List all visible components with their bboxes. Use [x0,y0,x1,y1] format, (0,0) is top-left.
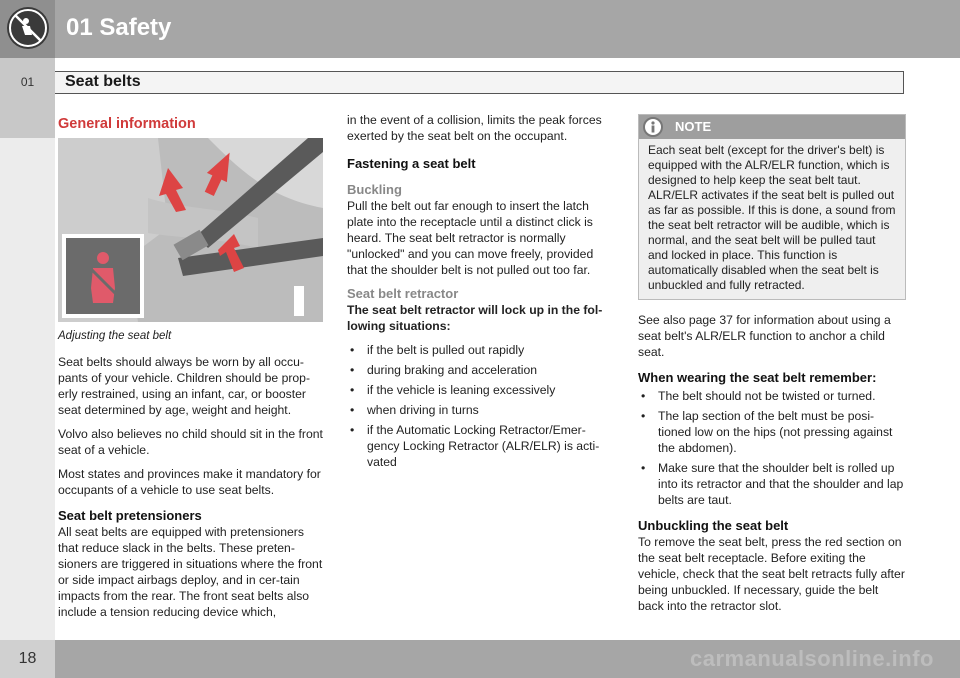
column-1 [58,112,323,628]
list-item: • if the belt is pulled out rapidly [347,342,615,358]
note-header [639,115,905,139]
left-margin-strip [0,138,55,640]
note-title: NOTE [675,119,712,134]
list-item: • The belt should not be twisted or turned. [638,388,906,404]
list-item: • if the vehicle is leaning excessively [347,382,615,398]
page-footer [0,640,960,678]
figure-caption: Adjusting the seat belt [58,330,172,342]
lock-situations-list [347,342,615,470]
list-item: • Make sure that the shoulder belt is rolled up into its retractor and that the shoulder and lap belts are taut. [638,460,906,508]
chapter-header [0,0,960,58]
list-item: • if the Automatic Locking Retractor/Emer-gency Locking Retractor (ALR/ELR) is acti-vated [347,422,615,470]
paragraph: in the event of a collision, limits the peak forces exerted by the seat belt on the occupant. [347,113,602,143]
list-item: • The lap section of the belt must be posi-tioned low on the hips (not pressing against the abdomen). [638,408,906,456]
pretensioners-heading: Seat belt pretensioners [58,508,202,523]
chapter-title: 01 Safety [66,14,172,41]
list-item: • when driving in turns [347,402,615,418]
page-number: 18 [18,650,37,667]
note-box [638,114,906,300]
page-number-box [0,640,55,678]
section-title: Seat belts [65,73,141,90]
section-title-bar [55,71,904,94]
chapter-tab[interactable] [0,58,55,138]
list-item: • during braking and acceleration [347,362,615,378]
column-2 [347,112,615,474]
fastening-heading: Fastening a seat belt [347,156,476,171]
remember-heading: When wearing the seat belt remember: [638,370,877,385]
general-information-heading: General information [58,116,196,132]
seat-belt-illustration [58,138,323,322]
unbuckling-heading: Unbuckling the seat belt [638,518,789,533]
remember-list [638,388,906,508]
paragraph: Volvo also believes no child should sit in the front seat of a vehicle. [58,427,323,457]
airbag-warning-icon [7,7,49,49]
watermark: carmanualsonline.info [690,646,934,671]
info-icon [643,117,663,137]
paragraph: Most states and provinces make it mandatory for occupants of a vehicle to use seat belts. [58,467,321,497]
lock-intro: The seat belt retractor will lock up in the fol-lowing situations: [347,303,603,333]
chapter-tab-number: 01 [20,75,35,89]
paragraph: All seat belts are equipped with pretensioners that reduce slack in the belts. These preten-sioners are triggered in situations where the front or side impact airbags deploy, and in cer-tain impacts from the rear. The front seat belts also include a tension reducing device which, [58,525,323,619]
buckling-heading: Buckling [347,182,402,197]
retractor-heading: Seat belt retractor [347,286,459,301]
paragraph: To remove the seat belt, press the red section on the seat belt receptacle. Before exiting the vehicle, check that the seat belt retracts fully after being unbuckled. If necessary, guide the belt back into the retractor slot. [638,535,905,613]
paragraph: See also page 37 for information about using a seat belt's ALR/ELR function to anchor a child seat. [638,313,891,359]
paragraph: Pull the belt out far enough to insert the latch plate into the receptacle until a distinct click is heard. The seat belt retractor is normally "unlocked" and you can move freely, provided that the shoulder belt is not pulled out too far. [347,199,594,277]
note-text: Each seat belt (except for the driver's belt) is equipped with the ALR/ELR function, which is designed to help keep the seat belt taut. ALR/ELR activates if the seat belt is pulled out as far as possible. If this is done, a sound from the seat belt retractor will be audible, which is normal, and the seat belt will be pulled taut and locked in place. This function is automatically disabled when the seat belt is unbuckled and fully retracted. [648,143,896,292]
column-3 [638,114,906,622]
paragraph: Seat belts should always be worn by all occu-pants of your vehicle. Children should be prop-erly restrained, using an infant, car, or booster seat determined by age, weight and height. [58,355,311,417]
chapter-icon-box [0,0,55,58]
